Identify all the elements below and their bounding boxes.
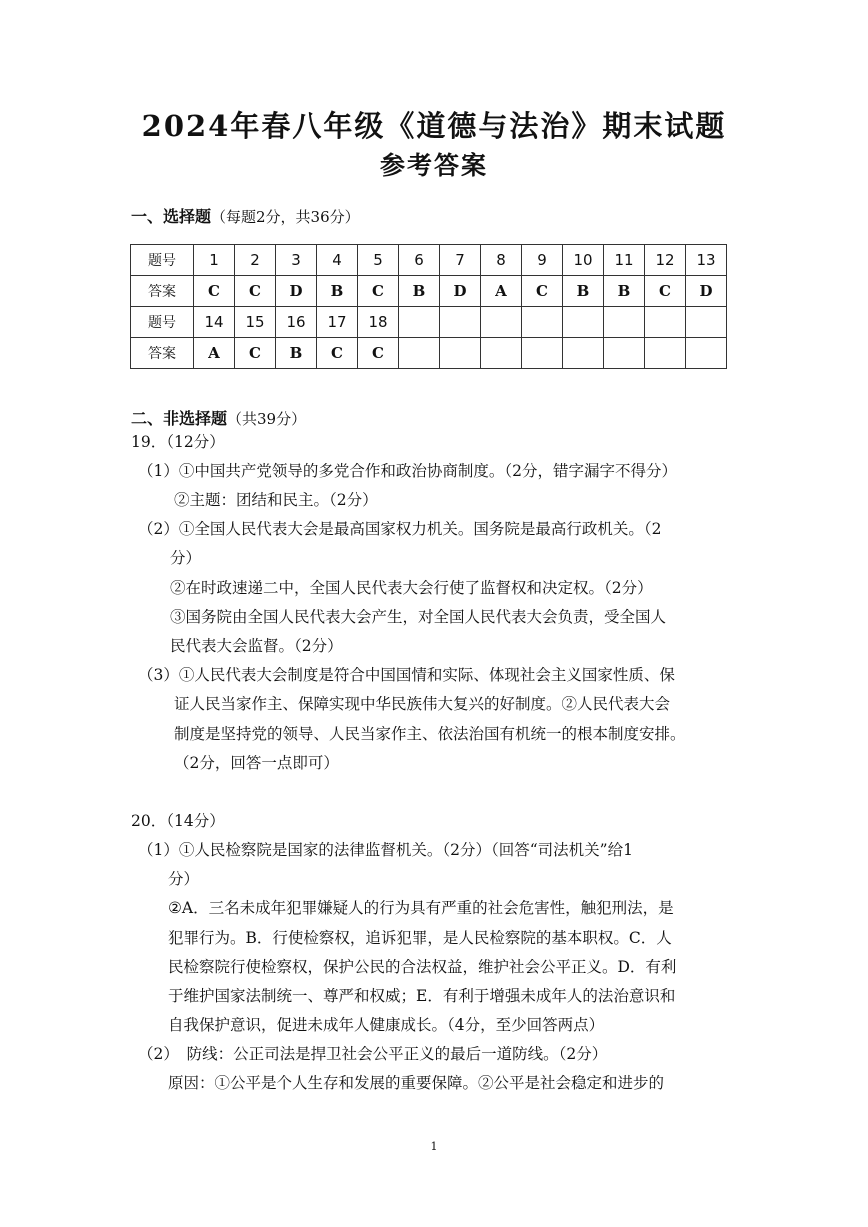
question-number: 16 [276, 307, 317, 338]
answer-cell: C [358, 338, 399, 369]
answer-cell: C [235, 338, 276, 369]
answer-cell: B [604, 276, 645, 307]
answer-cell [604, 338, 645, 369]
answer-line: （2分，回答一点即可） [174, 754, 339, 772]
table-row [131, 338, 727, 369]
answer-line: 分） [168, 870, 200, 888]
question-number: 17 [317, 307, 358, 338]
answer-cell [686, 338, 727, 369]
answer-line: （2） 防线：公正司法是捍卫社会公平正义的最后一道防线。（2分） [138, 1045, 608, 1063]
row-label: 答案 [131, 338, 194, 369]
table-row [131, 276, 727, 307]
question-number [440, 307, 481, 338]
answer-cell: C [194, 276, 235, 307]
answer-line: 犯罪行为。B．行使检察权，追诉犯罪，是人民检察院的基本职权。C．人 [168, 929, 672, 947]
answer-line: 证人民当家作主、保障实现中华民族伟大复兴的好制度。②人民代表大会 [174, 695, 671, 713]
answer-cell: C [358, 276, 399, 307]
question-number: 2 [235, 245, 276, 276]
answer-cell: C [317, 338, 358, 369]
question-number: 5 [358, 245, 399, 276]
answer-cell: B [317, 276, 358, 307]
question-number: 1 [194, 245, 235, 276]
question-number: 4 [317, 245, 358, 276]
question-number [604, 307, 645, 338]
answer-cell [481, 338, 522, 369]
section-1-header [131, 204, 360, 227]
answer-line: 制度是坚持党的领导、人民当家作主、依法治国有机统一的根本制度安排。 [174, 725, 686, 743]
question-number: 3 [276, 245, 317, 276]
question-number: 6 [399, 245, 440, 276]
question-19-heading: 19．（12分） [131, 433, 225, 451]
row-label: 题号 [131, 307, 194, 338]
answer-cell: C [235, 276, 276, 307]
question-number [522, 307, 563, 338]
question-number: 12 [645, 245, 686, 276]
answer-line: （1）①人民检察院是国家的法律监督机关。（2分）（回答“司法机关”给1 [138, 841, 633, 859]
answer-line: 于维护国家法制统一、尊严和权威；E．有利于增强未成年人的法治意识和 [168, 987, 676, 1005]
answer-line: 原因：①公平是个人生存和发展的重要保障。②公平是社会稳定和进步的 [168, 1074, 665, 1092]
answer-cell: A [194, 338, 235, 369]
answer-line: 自我保护意识，促进未成年人健康成长。（4分，至少回答两点） [168, 1016, 605, 1034]
answer-line: （3）①人民代表大会制度是符合中国国情和实际、体现社会主义国家性质、保 [138, 666, 675, 684]
answer-cell: D [440, 276, 481, 307]
answer-cell [563, 338, 604, 369]
answer-line: 民检察院行使检察权，保护公民的合法权益，维护社会公平正义。D．有利 [168, 958, 677, 976]
question-number: 11 [604, 245, 645, 276]
answer-table [130, 244, 727, 369]
question-number: 7 [440, 245, 481, 276]
answer-line: 分） [170, 549, 202, 567]
question-number: 9 [522, 245, 563, 276]
row-label: 答案 [131, 276, 194, 307]
answer-cell: A [481, 276, 522, 307]
question-number: 8 [481, 245, 522, 276]
answer-cell [440, 338, 481, 369]
answer-line: （1）①中国共产党领导的多党合作和政治协商制度。（2分，错字漏字不得分） [138, 462, 677, 480]
question-number [399, 307, 440, 338]
answer-cell: D [276, 276, 317, 307]
answer-cell: B [563, 276, 604, 307]
row-label: 题号 [131, 245, 194, 276]
section-1-heading: 一、选择题 [131, 207, 212, 226]
answer-cell [522, 338, 563, 369]
answer-cell: C [522, 276, 563, 307]
question-number: 15 [235, 307, 276, 338]
table-row [131, 307, 727, 338]
question-number [645, 307, 686, 338]
answer-cell: D [686, 276, 727, 307]
question-number: 14 [194, 307, 235, 338]
answer-line: ③国务院由全国人民代表大会产生，对全国人民代表大会负责，受全国人 [170, 608, 667, 626]
page-title: 2024年春八年级《道德与法治》期末试题 [141, 109, 727, 143]
answer-line: ②A．三名未成年犯罪嫌疑人的行为具有严重的社会危害性，触犯刑法，是 [168, 899, 674, 917]
answer-line: ②在时政速递二中，全国人民代表大会行使了监督权和决定权。（2分） [170, 579, 653, 597]
question-number [481, 307, 522, 338]
question-number [563, 307, 604, 338]
question-number: 10 [563, 245, 604, 276]
page-number: 1 [430, 1140, 438, 1153]
answer-cell [645, 338, 686, 369]
section-2-header [131, 406, 306, 429]
answer-cell: B [399, 276, 440, 307]
answer-cell: C [645, 276, 686, 307]
answer-line: ②主题：团结和民主。（2分） [174, 491, 378, 509]
question-number: 18 [358, 307, 399, 338]
question-number [686, 307, 727, 338]
section-2-heading: 二、非选择题 [131, 409, 228, 428]
question-number: 13 [686, 245, 727, 276]
page-subtitle: 参考答案 [379, 151, 488, 180]
table-row [131, 245, 727, 276]
answer-cell [399, 338, 440, 369]
answer-line: 民代表大会监督。（2分） [170, 637, 343, 655]
section-2-note: （共39分） [227, 410, 307, 428]
section-1-note: （每题2分，共36分） [211, 208, 360, 226]
answer-line: （2）①全国人民代表大会是最高国家权力机关。国务院是最高行政机关。（2 [138, 520, 662, 538]
answer-cell: B [276, 338, 317, 369]
question-20-heading: 20．（14分） [131, 812, 225, 830]
